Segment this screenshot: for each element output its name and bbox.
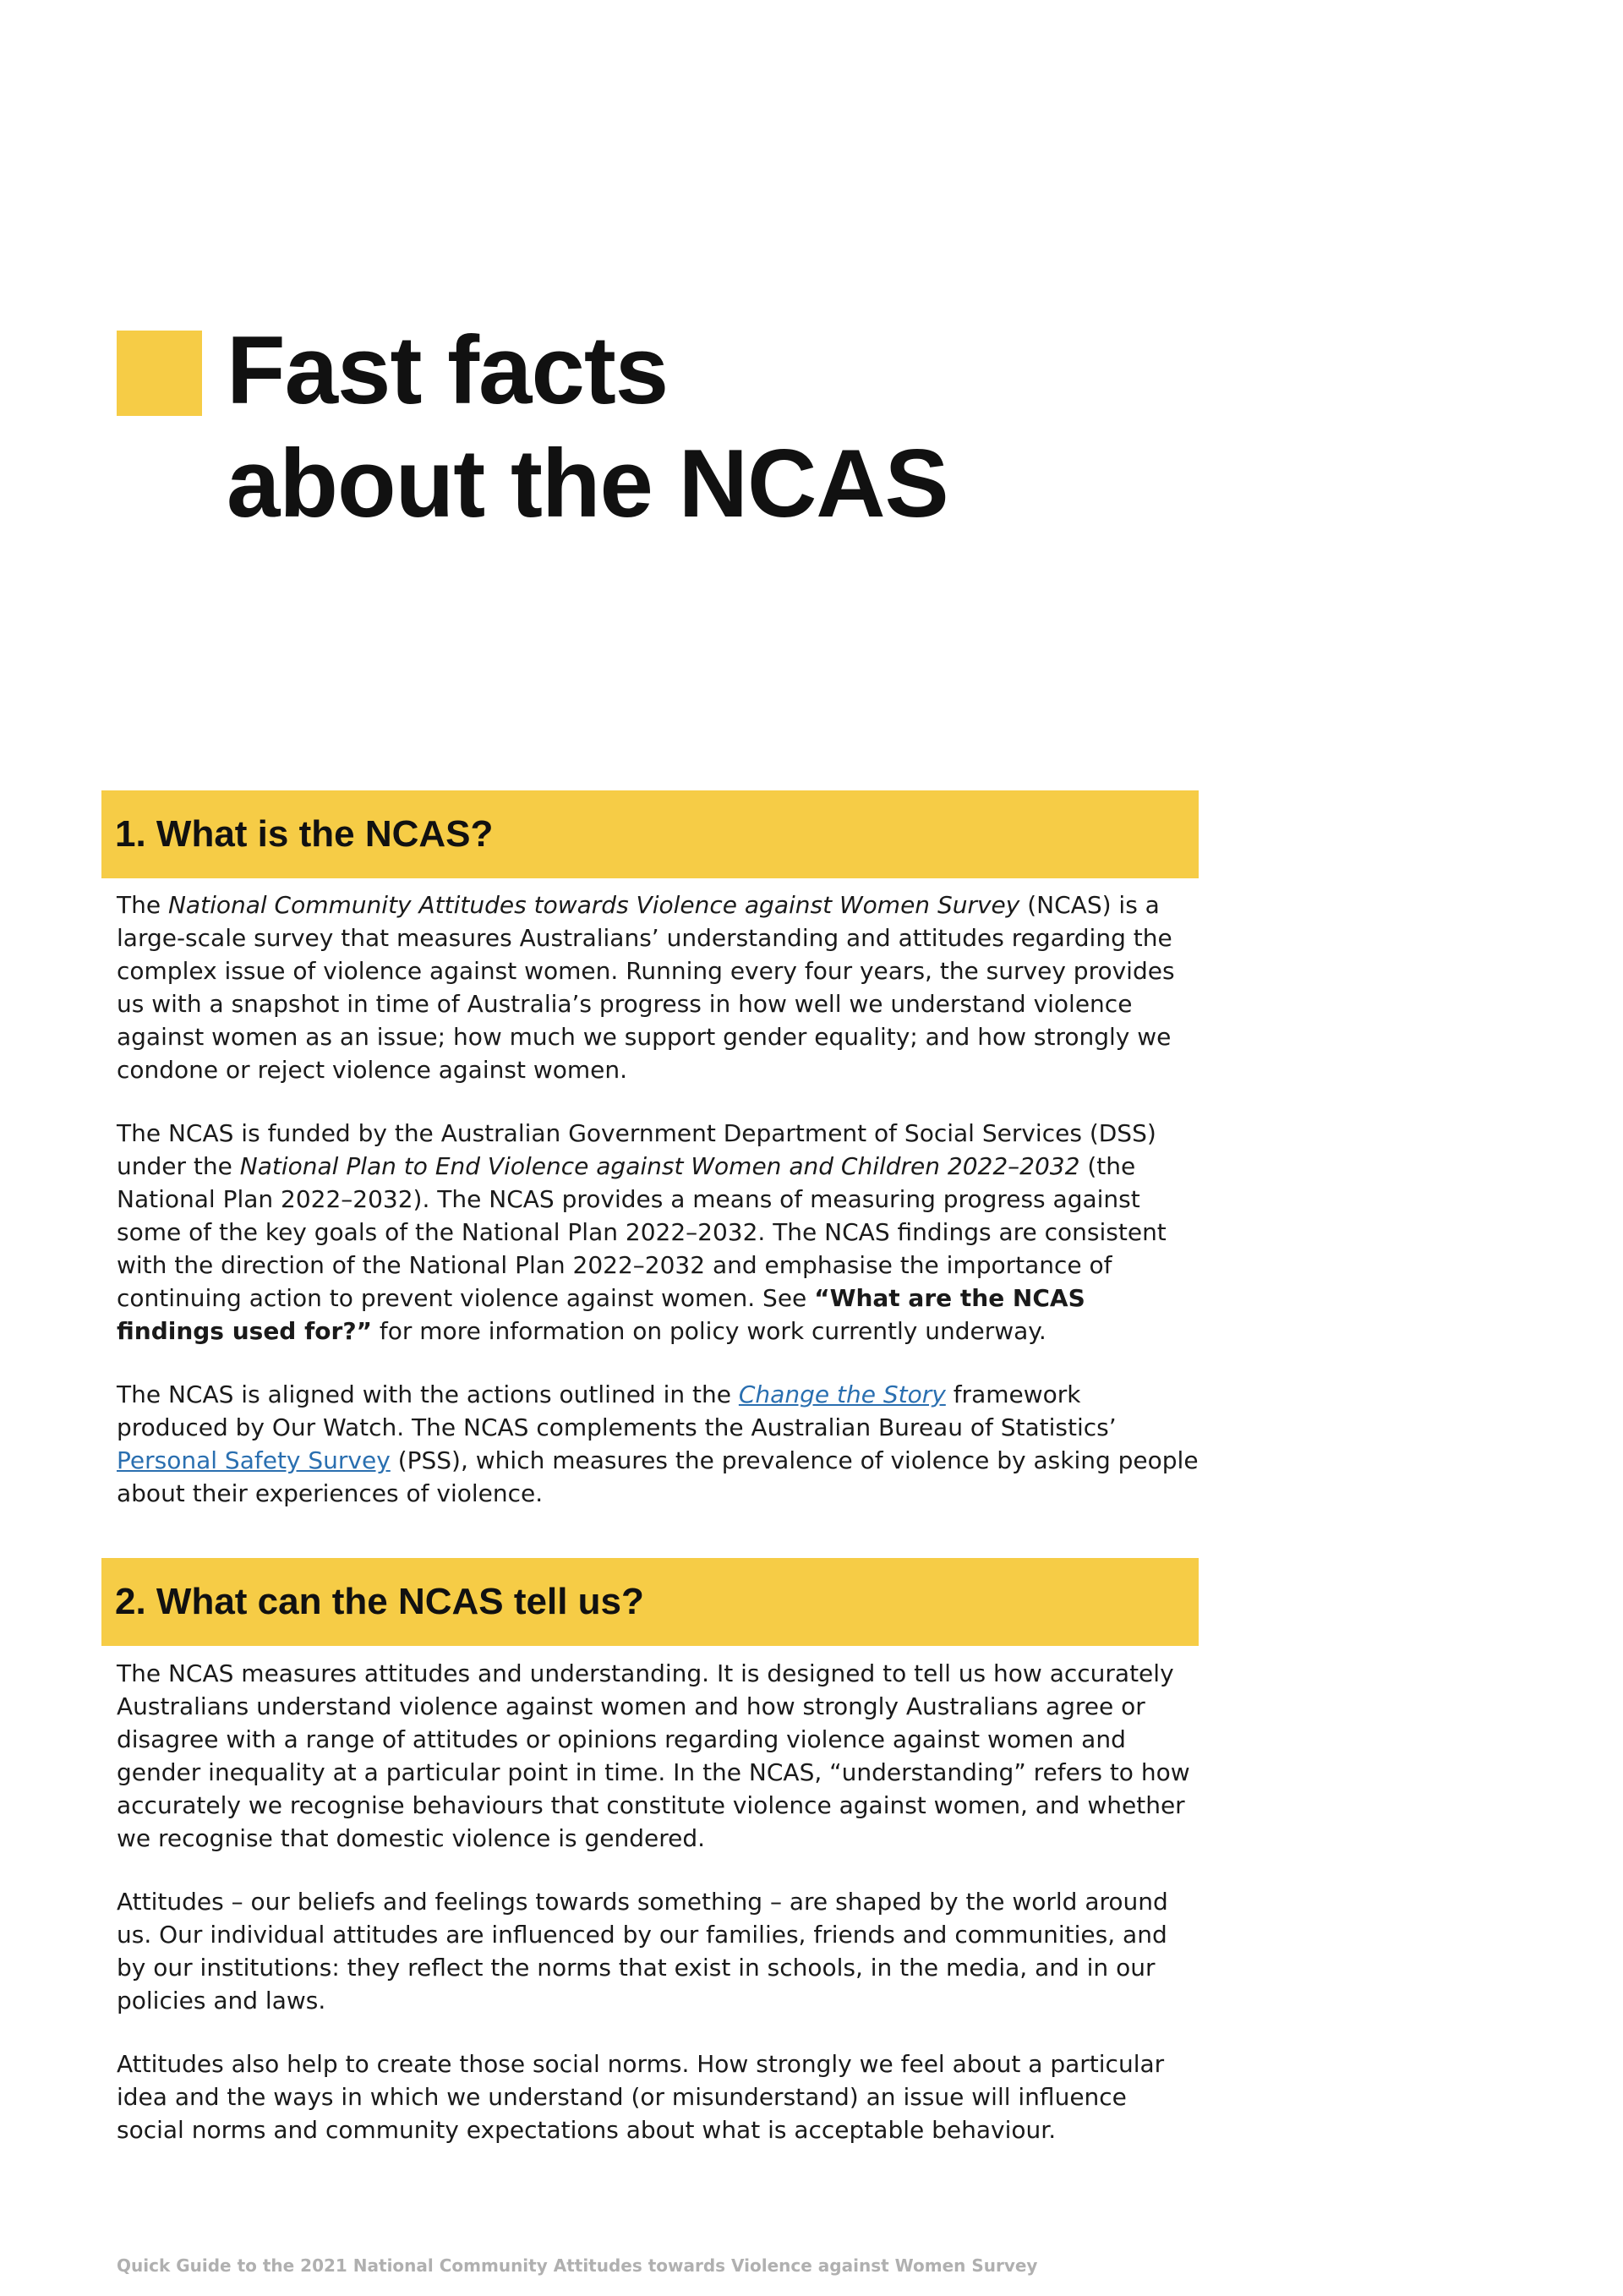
section-2-header (101, 1558, 1199, 1646)
page-title-line-1: Fast facts (227, 317, 669, 424)
section-1-paragraph-1 (117, 888, 1199, 1086)
section-1-paragraph-3 (117, 1378, 1199, 1510)
text-run: (PSS), which measures the prevalence of violence by asking people about their experiences of violence. (117, 1446, 1199, 1507)
text-run: The (117, 891, 168, 919)
section-1-body (117, 888, 1199, 1540)
section-1-heading: 1. What is the NCAS? (115, 813, 494, 855)
section-2-heading: 2. What can the NCAS tell us? (115, 1581, 644, 1622)
findings-reference-bold: “What are the NCAS findings used for?” (117, 1284, 1085, 1345)
section-2-paragraph-1: The NCAS measures attitudes and understanding. It is designed to tell us how accurately Australians understand violence against women and how strongly Australians agree or disagree with a range of attitudes or opinions regarding violence against women and gender inequality at a particular point in time. In the NCAS, “understanding” refers to how accurately we recognise behaviours that constitute violence against women, and whether we recognise that domestic violence is gendered. (117, 1659, 1190, 1852)
change-the-story-link[interactable]: Change the Story (738, 1380, 946, 1408)
section-1-header (101, 790, 1199, 878)
personal-safety-survey-link[interactable]: Personal Safety Survey (117, 1446, 391, 1474)
page-footer: Quick Guide to the 2021 National Community Attitudes towards Violence against Women Survey (117, 2255, 1038, 2276)
text-run: The NCAS is aligned with the actions outlined in the (117, 1380, 739, 1408)
page-title-line-2: about the NCAS (227, 430, 948, 538)
section-2-paragraph-2: Attitudes – our beliefs and feelings towards something – are shaped by the world around us. Our individual attitudes are influenced by our families, friends and communities, and by our institutions: they reflect the norms that exist in schools, in the media, and in our policies and laws. (117, 1888, 1168, 2014)
text-run: framework produced by Our Watch. The NCAS complements the Australian Bureau of Statistics’ (117, 1380, 1117, 1441)
text-run: (NCAS) is a large-scale survey that measures Australians’ understanding and attitudes regarding the complex issue of violence against women. Running every four years, the survey provides us with a snapshot in time of Australia’s progress in how well we understand violence against women as an issue; how much we support gender equality; and how strongly we condone or reject violence against women. (117, 891, 1175, 1084)
text-run: for more information on policy work currently underway. (371, 1317, 1046, 1345)
page-title (227, 314, 948, 541)
national-plan-italic: National Plan to End Violence against Women and Children 2022–2032 (239, 1152, 1080, 1180)
text-run: The NCAS is funded by the Australian Government Department of Social Services (DSS) under the (117, 1119, 1156, 1180)
title-accent-square (117, 331, 202, 416)
section-2-paragraph-3: Attitudes also help to create those social norms. How strongly we feel about a particular idea and the ways in which we understand (or misunderstand) an issue will influence social norms and community expectations about what is acceptable behaviour. (117, 2050, 1165, 2144)
text-run: (the National Plan 2022–2032). The NCAS provides a means of measuring progress against some of the key goals of the National Plan 2022–2032. The NCAS findings are consistent with the direction of the National Plan 2022–2032 and emphasise the importance of continuing action to prevent violence against women. See (117, 1152, 1167, 1312)
section-1-paragraph-2 (117, 1117, 1199, 1348)
survey-name-italic: National Community Attitudes towards Violence against Women Survey (167, 891, 1020, 919)
section-2-body (117, 1657, 1199, 2177)
